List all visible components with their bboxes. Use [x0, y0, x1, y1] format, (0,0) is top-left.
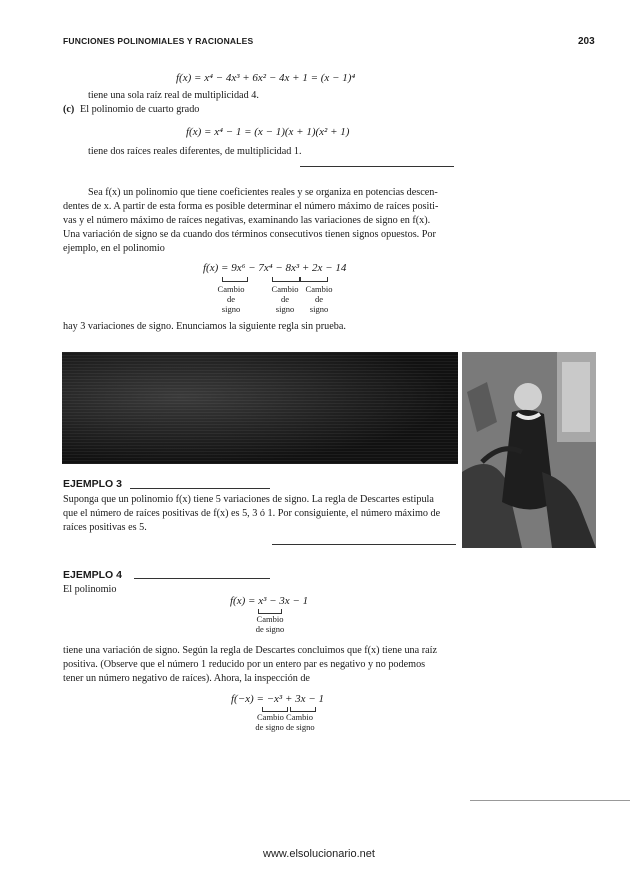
section-rule: [300, 166, 454, 167]
para-line: ejemplo, en el polinomio: [63, 243, 165, 254]
ex3-line: raíces positivas es 5.: [63, 522, 147, 533]
ejemplo-4-body: [63, 644, 437, 686]
cambio-label-2: Cambio de signo: [271, 284, 299, 314]
para-line: Sea f(x) un polinomio que tiene coeficientes reales y se organiza en potencias descen-: [88, 187, 438, 198]
brace-2: [272, 277, 300, 282]
ex4-neg-cambio-label: Cambio Cambio de signo de signo: [255, 712, 315, 732]
ex4-cambio-label: Cambio de signo: [255, 614, 285, 634]
text-line-b: tiene una sola raíz real de multiplicidad 4.: [88, 90, 259, 101]
ex3-line: Suponga que un polinomio f(x) tiene 5 variaciones de signo. La regla de Descartes estipula: [63, 494, 434, 505]
paragraph-descartes: [63, 186, 458, 256]
ejemplo-3-title: EJEMPLO 3: [63, 478, 122, 490]
dark-photo-band: [62, 352, 458, 464]
page-number: 203: [578, 36, 595, 47]
ejemplo-4-rule: [134, 578, 270, 579]
ex4-line: tener un número negativo de raíces). Ahora, la inspección de: [63, 673, 310, 684]
running-header: FUNCIONES POLINOMIALES Y RACIONALES: [63, 36, 254, 46]
para-line: Una variación de signo se da cuando dos términos consecutivos tienen signos opuestos. Por: [63, 229, 436, 240]
item-c-label: (c): [63, 104, 75, 115]
ex4-line: tiene una variación de signo. Según la regla de Descartes concluimos que f(x) tiene una raíz: [63, 645, 437, 656]
ejemplo-3-rule: [130, 488, 270, 489]
ejemplo-3-body: [63, 493, 440, 535]
ex4-line: positiva. (Observe que el número 1 reducido por un entero par es negativo y no podemos: [63, 659, 426, 670]
text-line-hay: hay 3 variaciones de signo. Enunciamos la siguiente regla sin prueba.: [63, 321, 346, 332]
text-line-c2: tiene dos raíces reales diferentes, de multiplicidad 1.: [88, 146, 302, 157]
equation-1: f(x) = x⁴ − 4x³ + 6x² − 4x + 1 = (x − 1)⁴: [176, 72, 356, 84]
brace-3: [300, 277, 328, 282]
para-line: dentes de x. A partir de esta forma es posible determinar el número máximo de raíces positi-: [63, 201, 439, 212]
ejemplo-4-equation-neg: f(−x) = −x³ + 3x − 1: [231, 693, 324, 705]
portrait-illustration: [462, 352, 596, 548]
ejemplo-4-intro: El polinomio: [63, 584, 117, 595]
cambio-label-3: Cambio de signo: [305, 284, 333, 314]
brace-1: [222, 277, 248, 282]
footer-url[interactable]: www.elsolucionario.net: [263, 848, 375, 860]
ejemplo-4-equation: f(x) = x³ − 3x − 1: [230, 595, 309, 607]
bottom-edge-rule: [470, 800, 630, 801]
ejemplo-3-end-rule: [272, 544, 456, 545]
ex3-line: que el número de raíces positivas de f(x) es 5, 3 ó 1. Por consiguiente, el número máximo de: [63, 508, 441, 519]
equation-2: f(x) = x⁴ − 1 = (x − 1)(x + 1)(x² + 1): [186, 126, 350, 138]
para-line: vas y el número máximo de raíces negativas, examinando las variaciones de signo en f(x).: [63, 215, 431, 226]
equation-3: f(x) = 9x⁶ − 7x⁴ − 8x³ + 2x − 14: [203, 262, 347, 274]
item-c-text: El polinomio de cuarto grado: [80, 104, 200, 115]
ejemplo-4-title: EJEMPLO 4: [63, 569, 122, 581]
cambio-label-1: Cambio de signo: [217, 284, 245, 314]
portrait-sketch: [462, 352, 596, 548]
